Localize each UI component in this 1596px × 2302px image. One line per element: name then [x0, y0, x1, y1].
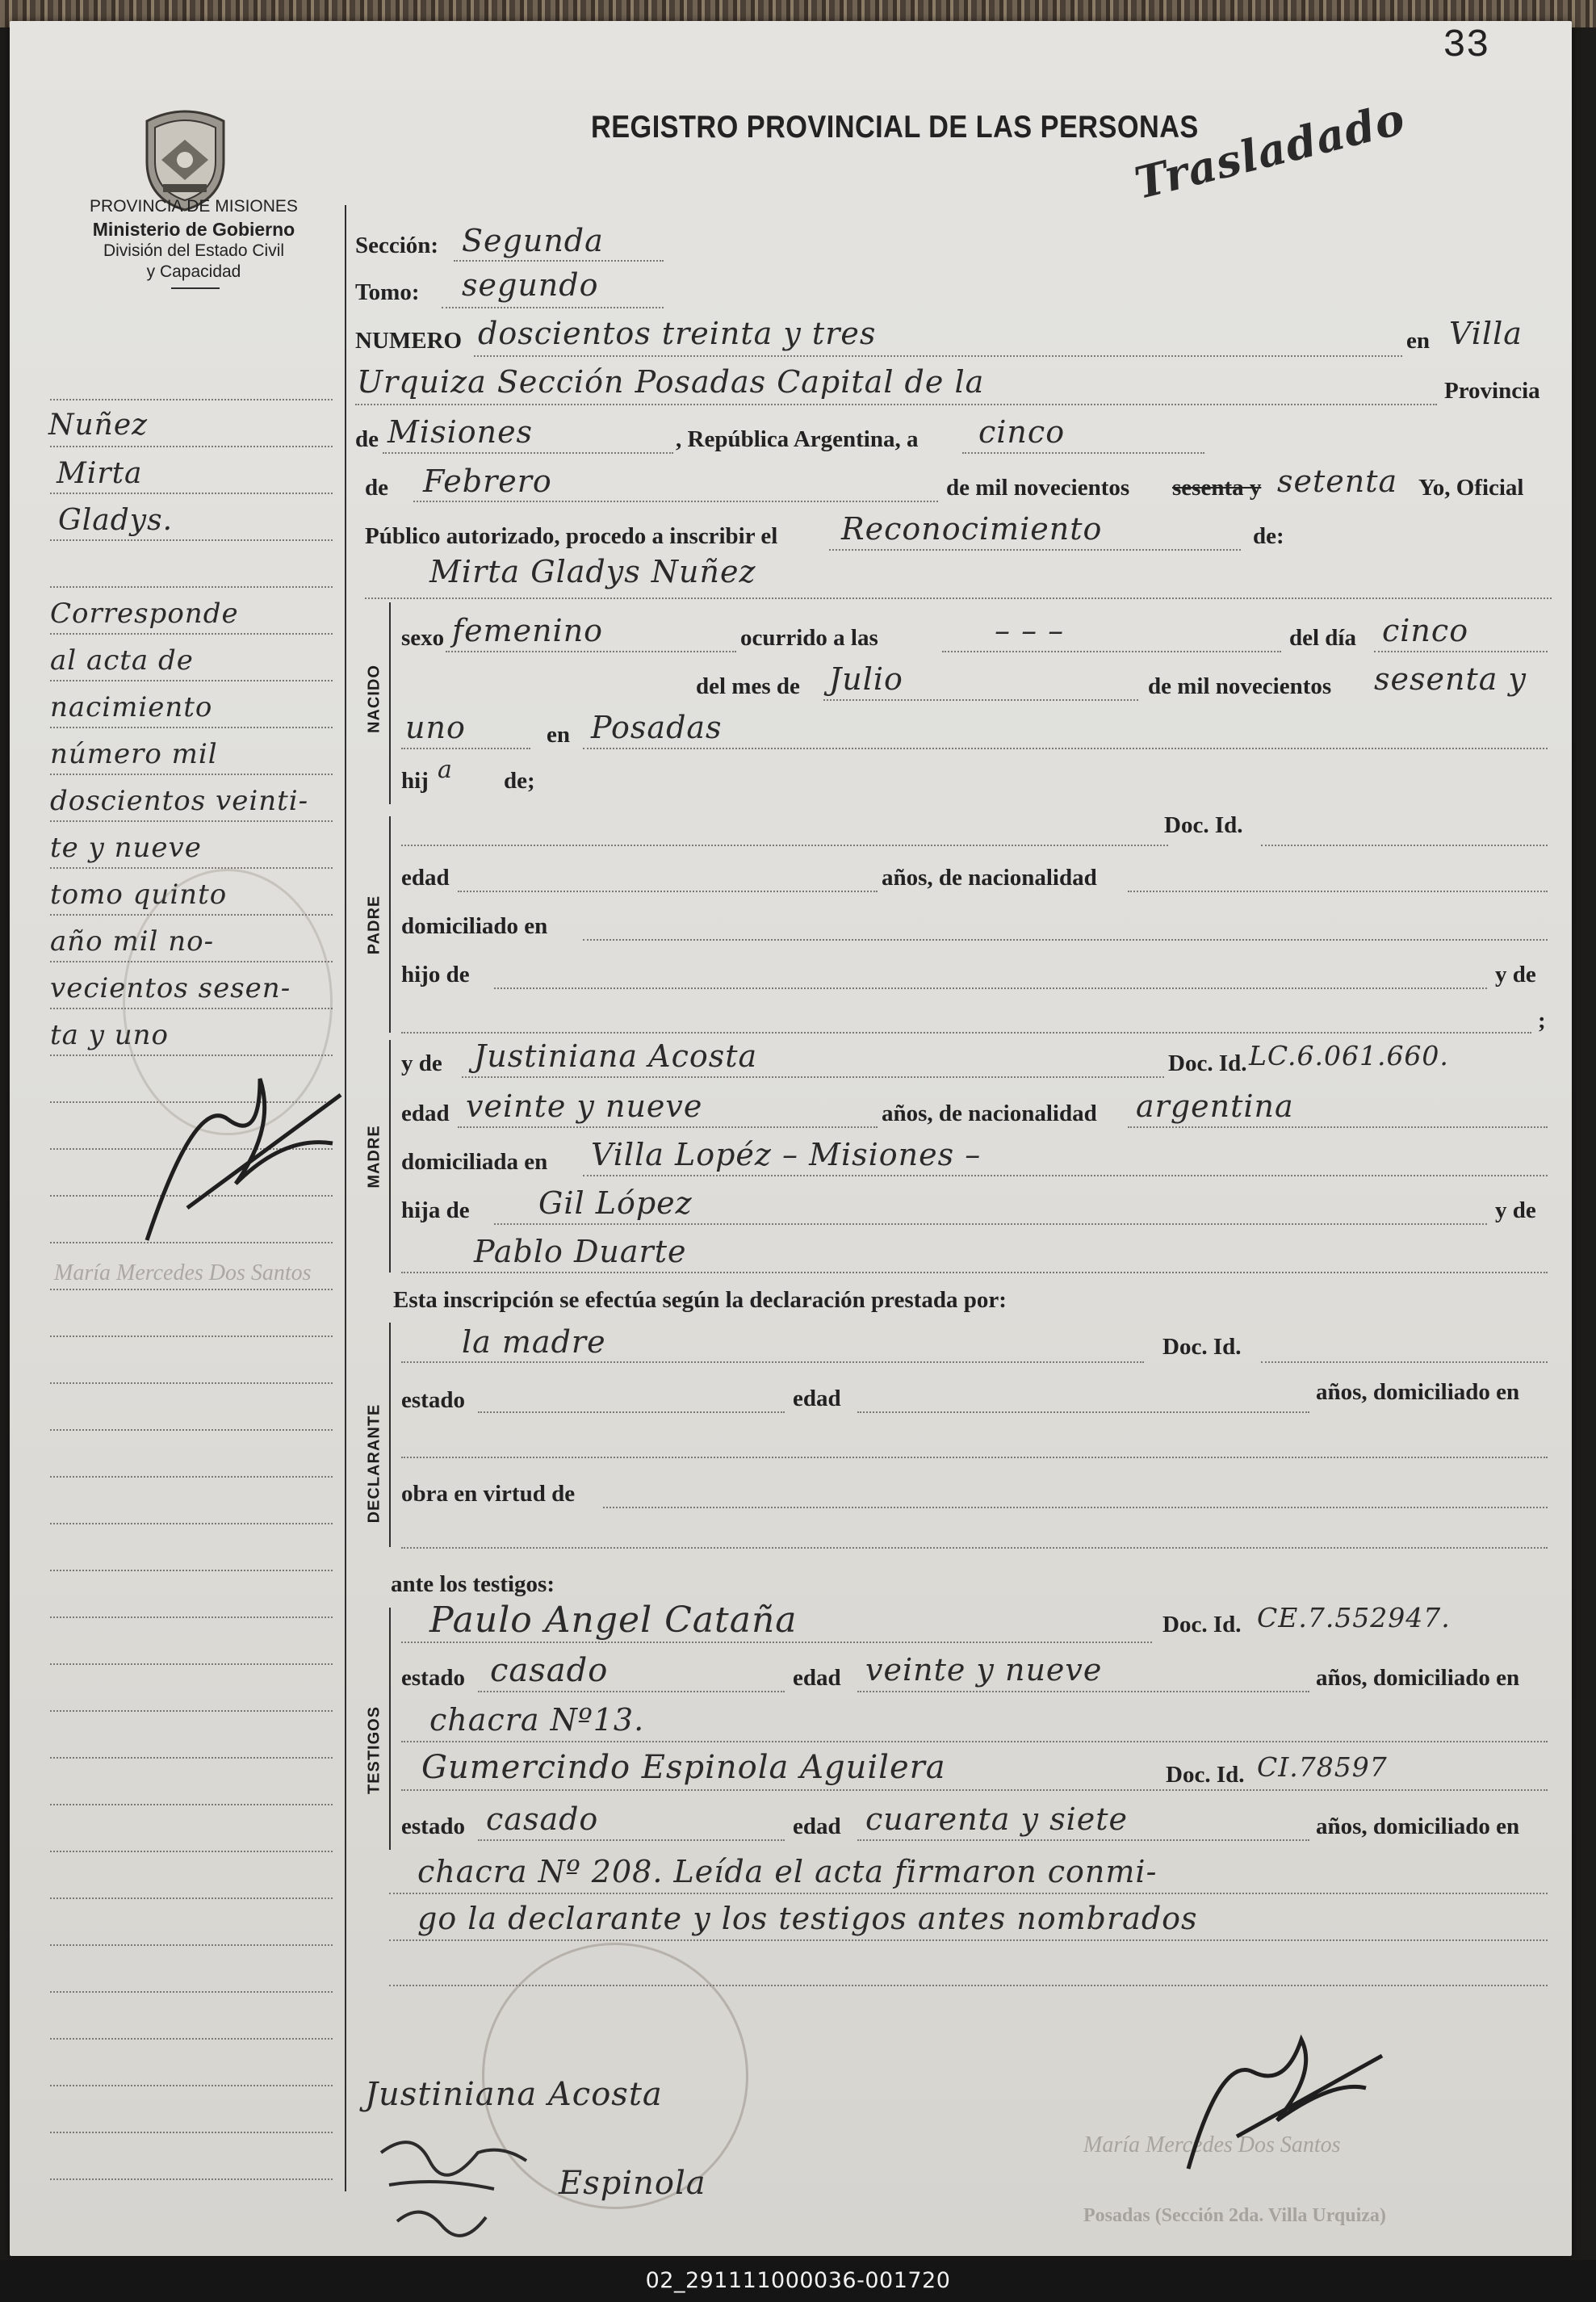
- official-signature: [1140, 2023, 1431, 2185]
- label-de: de: [355, 426, 379, 452]
- section-label-declarante: DECLARANTE: [365, 1403, 383, 1524]
- line-en: [355, 404, 1437, 405]
- line-estado-declarante: [478, 1411, 785, 1413]
- label-de-colon: de:: [1253, 523, 1284, 549]
- margin-ruled-line: [50, 1851, 333, 1852]
- value-en-2: Urquiza Sección Posadas Capital de la: [357, 364, 985, 400]
- margin-ruled-line: [50, 2132, 333, 2133]
- margin-name-1: Mirta: [57, 457, 143, 490]
- value-mes: Febrero: [423, 463, 552, 499]
- line-seccion: [454, 260, 664, 262]
- label-nac-padre: años, de nacionalidad: [882, 865, 1097, 891]
- value-abuela-materna: Pablo Duarte: [474, 1234, 687, 1269]
- margin-ruled-line: [50, 1616, 333, 1618]
- margin-note-line: nacimiento: [50, 691, 213, 723]
- label-publico: Público autorizado, procedo a inscribir el: [365, 523, 778, 549]
- value-testigo1-nombre: Paulo Angel Cataña: [429, 1600, 798, 1641]
- province-label: PROVINCIA DE MISIONES: [90, 197, 298, 216]
- label-nac-madre: años, de nacionalidad: [882, 1101, 1097, 1126]
- margin-ruled-line: [50, 633, 333, 635]
- line-anio-nac: [401, 748, 530, 749]
- line-edad-testigo2: [857, 1839, 1309, 1841]
- section-label-madre: MADRE: [365, 1125, 383, 1189]
- value-anio-nac-2: uno: [405, 710, 466, 745]
- line-provincia: [383, 452, 673, 454]
- line-dom-testigo2: [389, 1893, 1548, 1894]
- value-nac-madre: argentina: [1136, 1088, 1294, 1124]
- line-nombre: [365, 598, 1552, 599]
- label-de-mil-nov: de mil novecientos: [1148, 673, 1332, 699]
- line-estado-testigo1: [478, 1691, 785, 1692]
- margin-ruled-line: [50, 867, 333, 869]
- label-doc-testigo1: Doc. Id.: [1162, 1612, 1242, 1637]
- value-lugar-nac: Posadas: [591, 710, 723, 745]
- value-tomo: segundo: [462, 267, 599, 303]
- label-semicolon: ;: [1538, 1008, 1546, 1034]
- label-seccion: Sección:: [355, 233, 439, 258]
- line-dom-declarante: [401, 1457, 1548, 1458]
- birth-record-page: [10, 21, 1572, 2256]
- value-declarante: la madre: [462, 1324, 606, 1360]
- padre-bracket: [389, 816, 391, 1033]
- division-label: División del Estado Civil: [103, 241, 285, 260]
- label-del-dia: del día: [1289, 625, 1356, 651]
- closing-line: go la declarante y los testigos antes nombrados: [417, 1901, 1198, 1936]
- label-edad-padre: edad: [401, 865, 450, 891]
- line-dom-padre: [583, 939, 1548, 941]
- margin-ruled-line: [50, 1476, 333, 1478]
- value-edad-testigo1: veinte y nueve: [865, 1652, 1103, 1688]
- line-edad-madre: [458, 1126, 878, 1128]
- margin-note-line: año mil no-: [50, 925, 215, 958]
- ministry-label: Ministerio de Gobierno: [92, 219, 295, 240]
- margin-note-line: vecientos sesen-: [50, 972, 291, 1004]
- value-anio: setenta: [1277, 463, 1398, 499]
- line-mes: [413, 501, 938, 502]
- value-dia-nac: cinco: [1382, 613, 1469, 648]
- label-dom-testigo1: años, domiciliado en: [1316, 1665, 1520, 1691]
- label-de-month: de: [365, 475, 388, 501]
- line-hijo-de: [494, 987, 1487, 989]
- margin-note-line: doscientos veinti-: [50, 785, 309, 817]
- margin-note-line: ta y uno: [50, 1019, 170, 1051]
- label-numero: NUMERO: [355, 328, 463, 354]
- margin-ruled-line: [50, 1897, 333, 1899]
- label-yo-oficial: Yo, Oficial: [1418, 475, 1524, 501]
- value-edad-testigo2: cuarenta y siete: [865, 1801, 1128, 1837]
- line-nac-padre: [1128, 891, 1548, 892]
- label-del-mes: del mes de: [696, 673, 800, 699]
- label-dom-padre: domiciliado en: [401, 913, 548, 939]
- label-hij: hij: [401, 768, 429, 794]
- label-sesenta-struck: sesenta y: [1172, 475, 1262, 501]
- margin-ruled-line: [50, 1335, 333, 1337]
- line-testigo2: [401, 1789, 1548, 1791]
- line-testigo1: [401, 1642, 1152, 1643]
- label-y-de-madre: y de: [1495, 1197, 1536, 1223]
- line-nac-madre: [1128, 1126, 1548, 1128]
- label-edad-declarante: edad: [793, 1386, 841, 1411]
- line-mes-nac: [823, 699, 1138, 701]
- madre-bracket: [389, 1040, 391, 1273]
- value-dom-madre: Villa Lopéz – Misiones –: [591, 1137, 982, 1172]
- label-doc-testigo2: Doc. Id.: [1166, 1762, 1245, 1788]
- declarante-bracket: [389, 1323, 391, 1547]
- value-sexo: femenino: [452, 613, 604, 648]
- line-obra-2: [401, 1547, 1548, 1549]
- label-sexo: sexo: [401, 625, 445, 651]
- margin-note-line: al acta de: [50, 644, 194, 677]
- value-nombre: Mirta Gladys Nuñez: [429, 554, 756, 589]
- label-de-semi: de;: [504, 768, 535, 794]
- line-hija-de: [494, 1223, 1487, 1225]
- margin-ruled-line: [50, 2038, 333, 2040]
- signature-espinola: Espinola: [559, 2165, 706, 2202]
- label-provincia: Provincia: [1444, 378, 1540, 404]
- line-edad-declarante: [857, 1411, 1309, 1413]
- margin-ruled-line: [50, 1944, 333, 1946]
- line-dom-madre: [583, 1175, 1548, 1176]
- label-estado-testigo1: estado: [401, 1665, 465, 1691]
- line-obra: [603, 1507, 1548, 1508]
- value-estado-testigo1: casado: [490, 1652, 609, 1689]
- value-testigo2-nombre: Gumercindo Espinola Aguilera: [421, 1749, 946, 1786]
- line-declarante: [401, 1361, 1144, 1363]
- margin-ruled-line: [50, 399, 333, 400]
- margin-note-line: tomo quinto: [50, 878, 228, 911]
- margin-name-2: Gladys.: [58, 504, 174, 537]
- margin-surname: Nuñez: [48, 409, 149, 442]
- line-estado-testigo2: [478, 1839, 785, 1841]
- label-dom-declarante: años, domiciliado en: [1316, 1379, 1520, 1405]
- transfer-annotation: Trasladado: [1129, 92, 1410, 210]
- line-dia: [962, 452, 1204, 454]
- signature-scribbles: [365, 2128, 656, 2250]
- label-edad-testigo2: edad: [793, 1814, 841, 1839]
- margin-stamp-name: María Mercedes Dos Santos: [54, 1260, 312, 1285]
- capacity-label: y Capacidad: [146, 262, 241, 281]
- testigos-bracket: [389, 1608, 391, 1850]
- value-mes-nac: Julio: [829, 661, 903, 697]
- nacido-bracket: [389, 602, 391, 804]
- signature-madre: Justiniana Acosta: [365, 2076, 663, 2113]
- value-seccion: Segunda: [462, 223, 604, 258]
- label-ante: ante los testigos:: [391, 1571, 555, 1597]
- value-provincia: Misiones: [387, 414, 534, 450]
- margin-ruled-line: [50, 493, 333, 494]
- margin-ruled-line: [50, 1757, 333, 1759]
- line-doc-padre: [1261, 845, 1548, 846]
- label-hija-de: hija de: [401, 1197, 470, 1223]
- value-doc-madre: LC.6.061.660.: [1249, 1040, 1449, 1071]
- value-abuelo-materno: Gil López: [538, 1185, 693, 1221]
- footer-stamp-name: María Mercedes Dos Santos: [1083, 2132, 1341, 2157]
- margin-ruled-line: [50, 727, 333, 728]
- line-abuela-materna: [401, 1272, 1548, 1273]
- label-hijo-de: hijo de: [401, 962, 470, 987]
- label-en-lugar: en: [547, 722, 570, 748]
- margin-note-line: número mil: [50, 738, 218, 770]
- line-acto: [829, 549, 1241, 551]
- margin-ruled-line: [50, 774, 333, 775]
- label-edad-madre: edad: [401, 1101, 450, 1126]
- label-en: en: [1406, 328, 1430, 354]
- image-id-caption: 02_291111000036-001720: [0, 2260, 1596, 2302]
- label-estado-testigo2: estado: [401, 1814, 465, 1839]
- label-doc-madre: Doc. Id.: [1168, 1050, 1247, 1076]
- label-estado-declarante: estado: [401, 1387, 465, 1413]
- line-madre-nombre: [462, 1076, 1164, 1078]
- document-title: REGISTRO PROVINCIAL DE LAS PERSONAS: [591, 110, 1199, 145]
- line-edad-padre: [458, 891, 878, 892]
- section-label-padre: PADRE: [365, 895, 383, 955]
- value-numero: doscientos treinta y tres: [478, 316, 877, 351]
- value-hij-suffix: a: [438, 756, 453, 784]
- value-en-1: Villa: [1449, 316, 1523, 351]
- section-label-nacido: NACIDO: [365, 665, 383, 733]
- line-edad-testigo1: [857, 1691, 1309, 1692]
- line-abuela-padre: [401, 1032, 1531, 1034]
- value-edad-madre: veinte y nueve: [466, 1088, 703, 1124]
- footer-stamp-place: Posadas (Sección 2da. Villa Urquiza): [1083, 2205, 1386, 2226]
- value-doc-testigo2: CI.78597: [1257, 1751, 1388, 1783]
- line-closing: [389, 1939, 1548, 1941]
- margin-ruled-line: [50, 586, 333, 588]
- label-obra: obra en virtud de: [401, 1481, 576, 1507]
- line-dia-nac: [1374, 651, 1548, 652]
- label-y-de-padre: y de: [1495, 962, 1536, 987]
- margin-ruled-line: [50, 1804, 333, 1805]
- province-crest-icon: [139, 103, 232, 212]
- margin-ruled-line: [50, 1570, 333, 1571]
- value-estado-testigo2: casado: [486, 1801, 599, 1837]
- value-anio-nac-1: sesenta y: [1374, 661, 1527, 697]
- line-lugar-nac: [583, 748, 1548, 749]
- margin-note-line: te y nueve: [50, 832, 202, 864]
- label-republica: , República Argentina, a: [676, 426, 919, 452]
- margin-ruled-line: [50, 820, 333, 822]
- header-divider: [171, 287, 220, 289]
- line-tomo: [442, 307, 664, 308]
- label-inscripcion: Esta inscripción se efectúa según la declaración prestada por:: [393, 1287, 1007, 1313]
- margin-ruled-line: [50, 2085, 333, 2086]
- line-dom-testigo1: [401, 1741, 1548, 1742]
- label-ocurrido: ocurrido a las: [740, 625, 878, 651]
- value-dia: cinco: [978, 414, 1066, 450]
- margin-ruled-line: [50, 1289, 333, 1290]
- value-hora: – – –: [995, 613, 1065, 648]
- label-de-mil: de mil novecientos: [946, 475, 1130, 501]
- value-dom-testigo1: chacra Nº13.: [429, 1702, 645, 1738]
- label-dom-madre: domiciliada en: [401, 1149, 548, 1175]
- line-numero: [474, 355, 1402, 357]
- label-y-de: y de: [401, 1050, 442, 1076]
- margin-signature: [123, 1046, 365, 1256]
- margin-ruled-line: [50, 2178, 333, 2180]
- value-madre-nombre: Justiniana Acosta: [474, 1038, 758, 1074]
- margin-note-line: Corresponde: [50, 598, 239, 630]
- margin-ruled-line: [50, 1382, 333, 1384]
- label-doc-declarante: Doc. Id.: [1162, 1334, 1242, 1360]
- margin-ruled-line: [50, 446, 333, 447]
- label-doc-padre: Doc. Id.: [1164, 812, 1243, 838]
- label-tomo: Tomo:: [355, 279, 420, 305]
- margin-ruled-line: [50, 1429, 333, 1431]
- margin-ruled-line: [50, 1710, 333, 1712]
- label-edad-testigo1: edad: [793, 1665, 841, 1691]
- label-dom-testigo2: años, domiciliado en: [1316, 1814, 1520, 1839]
- margin-ruled-line: [50, 1991, 333, 1993]
- line-doc-declarante: [1261, 1361, 1548, 1363]
- value-dom-testigo2: chacra Nº 208. Leída el acta firmaron conmi-: [417, 1854, 1158, 1889]
- margin-ruled-line: [50, 1663, 333, 1665]
- line-sexo: [446, 651, 736, 652]
- value-acto: Reconocimiento: [841, 511, 1103, 547]
- section-label-testigos: TESTIGOS: [365, 1705, 383, 1795]
- line-padre-nombre: [401, 845, 1168, 846]
- margin-ruled-line: [50, 680, 333, 681]
- value-doc-testigo1: CE.7.552947.: [1257, 1602, 1451, 1633]
- margin-ruled-line: [50, 539, 333, 541]
- page-number: 33: [1443, 24, 1489, 68]
- line-hora: [942, 651, 1281, 652]
- margin-ruled-line: [50, 1523, 333, 1524]
